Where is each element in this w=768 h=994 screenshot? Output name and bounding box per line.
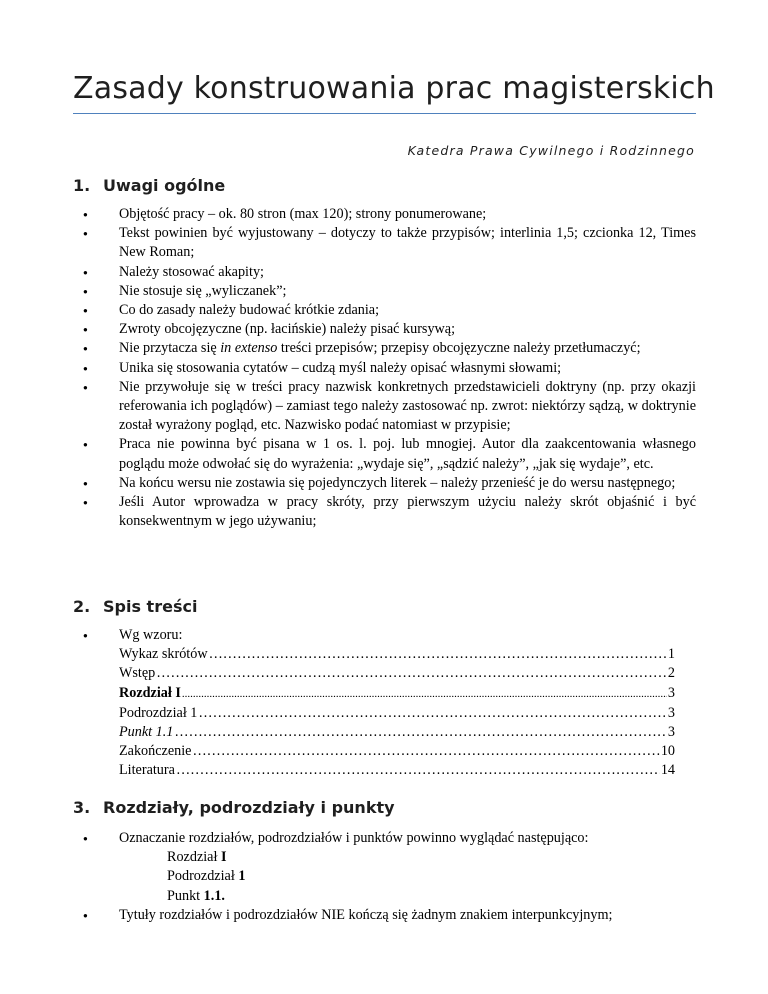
list-item: ● Należy stosować akapity; — [73, 263, 696, 282]
list-item: ● Nie przytacza się in extenso treści przepisów; przepisy obcojęzyczne należy przetłumaczyć; — [73, 339, 696, 358]
list-item: ● Tekst powinien być wyjustowany – dotyczy to także przypisów; interlinia 1,5; czcionka 12, Times New Roman; — [73, 224, 696, 262]
toc-row: Zakończenie ……………………………………………………………………………………………………………………………… 10 — [119, 742, 675, 761]
section-heading — [73, 798, 696, 818]
example-point: Punkt 1.1. — [167, 887, 225, 904]
chapters-list — [73, 829, 696, 925]
list-item: ● Jeśli Autor wprowadza w pracy skróty, przy pierwszym użyciu należy skrót objaśnić i być konsekwentnym w jego używaniu; — [73, 493, 696, 531]
toc-sample — [119, 645, 675, 780]
section-number: 3. — [73, 798, 91, 817]
section-heading — [73, 597, 696, 617]
section-number: 2. — [73, 597, 91, 616]
list-item: ● Co do zasady należy budować krótkie zdania; — [73, 301, 696, 320]
list-item: ● Objętość pracy – ok. 80 stron (max 120); strony ponumerowane; — [73, 205, 696, 224]
list-item: ● Nie przywołuje się w treści pracy nazwisk konkretnych przedstawicieli doktryny (np. przy okazji referowania ich poglądów) – zamiast tego należy zastosować np. zwrot: niektórzy sądzą, w doktrynie został wyrażony pogląd, etc. Nazwisko podać natomiast w przypisie; — [73, 378, 696, 436]
section-title: Rozdziały, podrozdziały i punkty — [103, 798, 395, 817]
title-underline — [73, 113, 696, 114]
list-item: ● Tytuły rozdziałów i podrozdziałów NIE kończą się żadnym znakiem interpunkcyjnym; — [73, 906, 696, 925]
section-title: Uwagi ogólne — [103, 176, 226, 195]
list-item: ● Na końcu wersu nie zostawia się pojedynczych literek – należy przenieść je do wersu następnego; — [73, 474, 696, 493]
italic-term: in extenso — [220, 340, 278, 357]
toc-row: Podrozdział 1 ……………………………………………………………………………………………………………………………… 3 — [119, 704, 675, 723]
list-item: ● Unika się stosowania cytatów – cudzą myśl należy opisać własnymi słowami; — [73, 359, 696, 378]
general-remarks-list — [73, 205, 696, 531]
section-heading — [73, 176, 696, 196]
example-subchapter: Podrozdział 1 — [167, 868, 246, 885]
toc-row: Literatura ……………………………………………………………………………………………………………………………… 14 — [119, 761, 675, 780]
list-item — [73, 626, 696, 781]
document-title: Zasady konstruowania prac magisterskich — [73, 71, 715, 106]
toc-row: Wykaz skrótów ……………………………………………………………………………………………………………………………… 1 — [119, 645, 675, 664]
toc-row: Rozdział I ..... 3 — [119, 684, 675, 704]
section-rozdzialy — [73, 798, 696, 925]
toc-intro: ● Wg wzoru: — [119, 627, 183, 643]
section-spis-tresci — [73, 597, 696, 781]
section-number: 1. — [73, 176, 91, 195]
section-uwagi-ogolne — [73, 176, 696, 531]
example-chapter: Rozdział I — [167, 849, 227, 866]
list-item: ● Zwroty obcojęzyczne (np. łacińskie) należy pisać kursywą; — [73, 320, 696, 339]
list-item: ● Praca nie powinna być pisana w 1 os. l. poj. lub mnogiej. Autor dla zaakcentowania własnego poglądu może odwołać się do wyrażenia: „wydaje się”, „sądzić należy”, „jak się wydaje”, etc. — [73, 435, 696, 473]
section-title: Spis treści — [103, 597, 198, 616]
toc-row: Wstęp ……………………………………………………………………………………………………………………………… 2 — [119, 664, 675, 683]
toc-row: Punkt 1.1 ……………………………………………………………………………………………………………………………… 3 — [119, 723, 675, 742]
list-item: ● Nie stosuje się „wyliczanek”; — [73, 282, 696, 301]
toc-sample-list — [73, 626, 696, 781]
list-item: ● Oznaczanie rozdziałów, podrozdziałów i punktów powinno wyglądać następująco: Rozdział I Podrozdział 1 Punkt 1.1. — [73, 829, 696, 906]
document-subtitle: Katedra Prawa Cywilnego i Rodzinnego — [407, 143, 695, 158]
